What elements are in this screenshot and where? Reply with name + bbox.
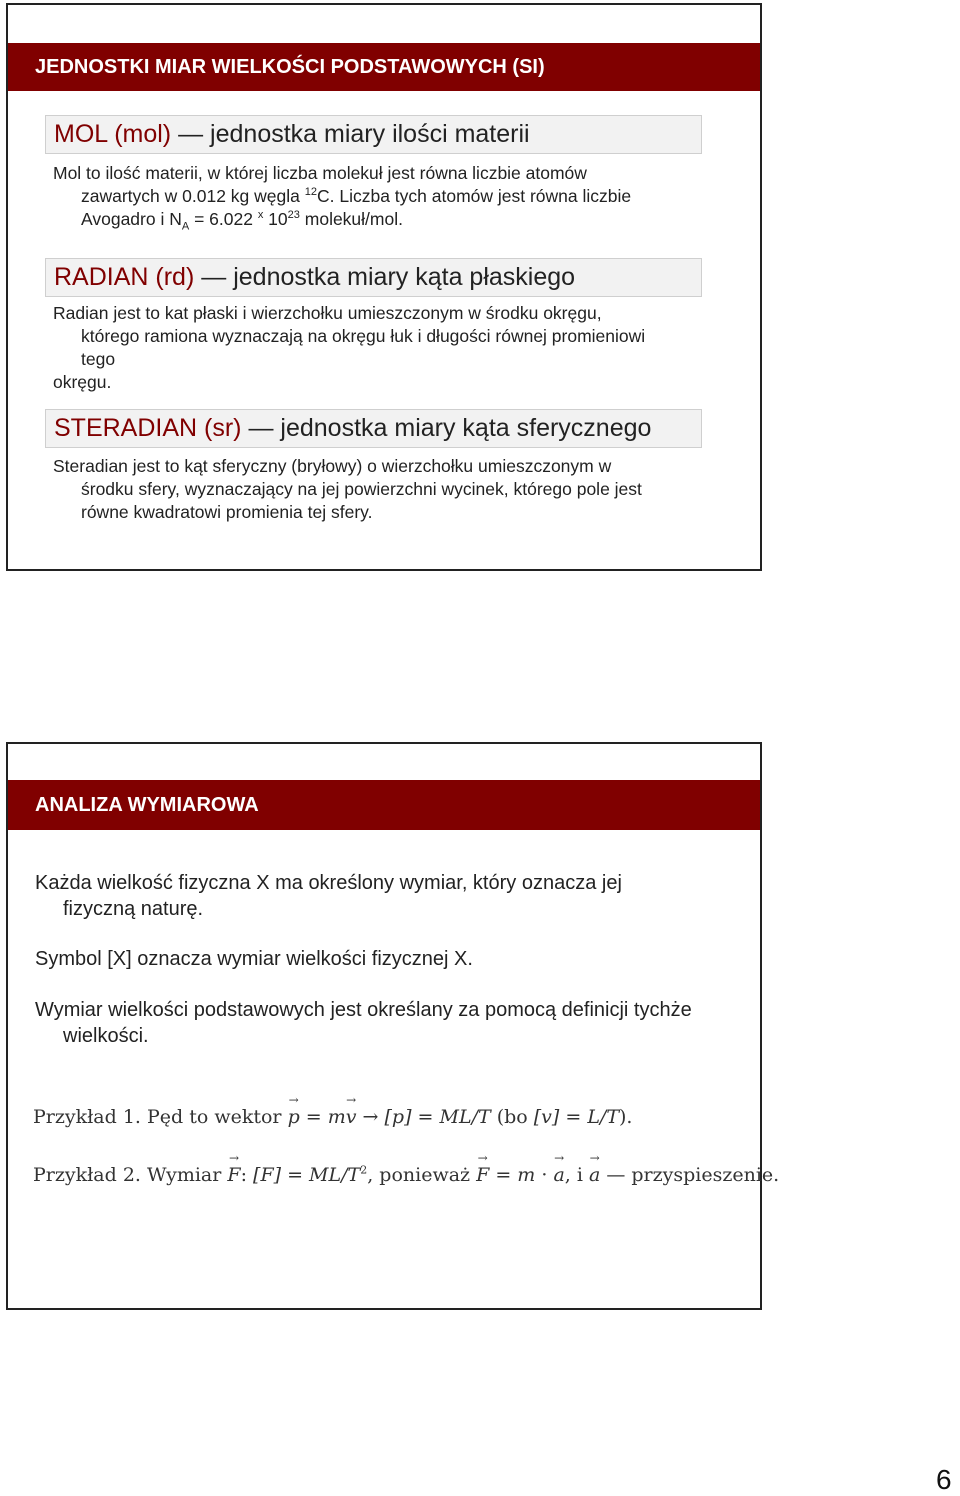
slide-title: JEDNOSTKI MIAR WIELKOŚCI PODSTAWOWYCH (SI) <box>35 55 545 78</box>
paragraph-symbol <box>35 946 745 972</box>
example-2-force: Przykład 2. Wymiar → F: $[F] = ML/T^2$, ponieważ → F = m · → a, i → a — przyspieszenie. <box>33 1164 763 1186</box>
radian-line-1: Radian jest to kat płaski i wierzchołku umieszczonym w środku okręgu, <box>53 303 602 323</box>
steradian-line-3: równe kwadratowi promienia tej sfery. <box>81 502 373 522</box>
radian-term: RADIAN (rd) <box>54 263 195 291</box>
paragraph-line: wielkości. <box>63 1025 149 1047</box>
mol-dash: — <box>178 120 204 148</box>
steradian-term: STERADIAN (sr) <box>54 414 242 442</box>
radian-line-3: tego <box>81 349 116 369</box>
radian-dash: — <box>201 263 227 291</box>
vector-a: → a <box>553 1164 564 1186</box>
radian-line-4: okręgu. <box>53 372 112 392</box>
steradian-description: jednostka miary kąta sferycznego <box>280 414 652 442</box>
slide-title-bar <box>8 43 760 91</box>
vector-a: → a <box>589 1164 600 1186</box>
vector-F: → F <box>227 1164 240 1186</box>
mol-line-3: Avogadro i $N_A = 6.022$ $^x$ $10^{23}$ molekuł/mol. <box>81 209 403 233</box>
paragraph-line: Wymiar wielkości podstawowych jest określany za pomocą definicji tychże <box>35 999 692 1021</box>
steradian-line-2: środku sfery, wyznaczający na jej powierzchni wycinek, którego pole jest <box>81 479 642 499</box>
radian-definition <box>53 302 703 394</box>
mol-definition <box>53 162 703 231</box>
vector-F: → F <box>476 1164 489 1186</box>
mol-heading <box>45 115 702 154</box>
paragraph-line: Symbol [X] oznacza wymiar wielkości fizycznej X. <box>35 948 473 970</box>
paragraph-base-units <box>35 997 745 1049</box>
mol-description: jednostka miary ilości materii <box>210 120 530 148</box>
mol-line-2: zawartych w 0.012 kg węgla $^{12}$C. Liczba tych atomów jest równa liczbie <box>81 186 632 206</box>
paragraph-line: fizyczną naturę. <box>63 898 204 920</box>
mol-term: MOL (mol) <box>54 120 172 148</box>
slide-dimensional-analysis <box>6 742 780 1310</box>
paragraph-dimension-nature <box>35 870 745 922</box>
slide-si-units <box>6 3 762 571</box>
steradian-dash: — <box>248 414 274 442</box>
slide-title: ANALIZA WYMIAROWA <box>35 793 259 816</box>
page-number: 6 <box>936 1464 952 1495</box>
radian-heading <box>45 258 702 297</box>
radian-line-2: którego ramiona wyznaczają na okręgu łuk i długości równej promieniowi <box>81 326 646 346</box>
slide-title-bar <box>8 780 760 830</box>
steradian-line-1: Steradian jest to kąt sferyczny (bryłowy) o wierzchołku umieszczonym w <box>53 456 612 476</box>
steradian-definition <box>53 455 703 524</box>
mol-line-1: Mol to ilość materii, w której liczba molekuł jest równa liczbie atomów <box>53 163 587 183</box>
radian-description: jednostka miary kąta płaskiego <box>233 263 576 291</box>
example-1-momentum: Przykład 1. Pęd to wektor → p = m→ v → [p] = ML/T (bo [v] = L/T). <box>33 1106 763 1128</box>
steradian-heading <box>45 409 702 448</box>
paragraph-line: Każda wielkość fizyczna X ma określony wymiar, który oznacza jej <box>35 872 622 894</box>
vector-v: → v <box>346 1106 357 1128</box>
vector-p: → p <box>288 1106 300 1128</box>
